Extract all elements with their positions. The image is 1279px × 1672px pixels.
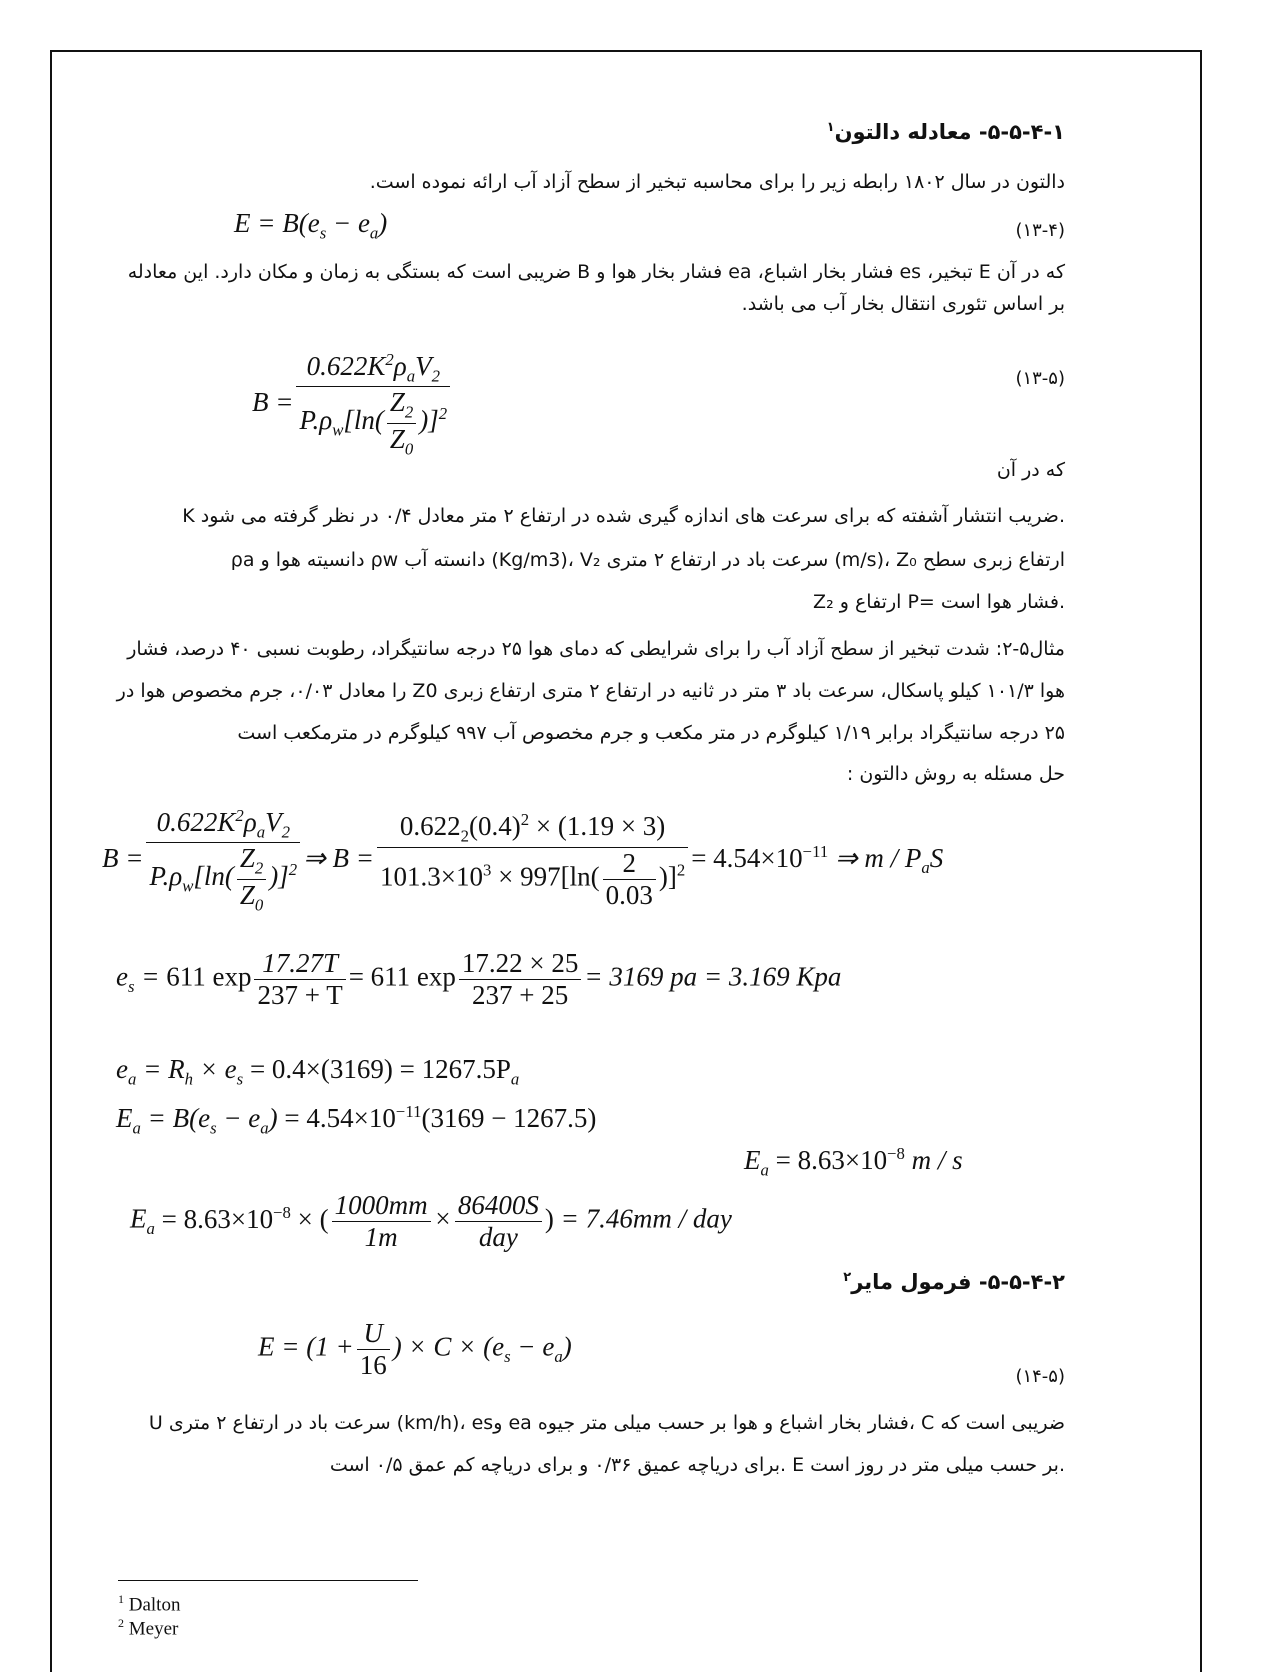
equation-ea-result: $E_a = 8.63\times 10^{-8}$ m / s [744, 1144, 963, 1180]
footnote-1: $^1$ Dalton [118, 1592, 181, 1616]
dalton-intro: دالتون در سال ۱۸۰۲ رابطه زیر را برای محاسبه تبخیر از سطح آزاد آب ارائه نموده است. [369, 171, 1065, 193]
equation-ea-daily: $E_a = 8.63\times 10^{-8}$ × ( $\frac{1000mm}{1m}$ × $\frac{86400S}{\text{day}}$ ) = 7.46mm / day [130, 1190, 732, 1252]
final-result: = 7.46mm / day [560, 1203, 732, 1234]
equation-dalton: $E = B(e_s - e_a)$ [234, 208, 388, 243]
equation-b-coefficient: B = $0.622K^2\rho_aV_2$ $P.\rho_w[\ln$( $\frac{Z_2}{Z_0}$ )]$^2$ [252, 350, 453, 459]
section-heading-dalton: ۵-۵-۴-۱- معادله دالتون$^۱$ [826, 120, 1065, 144]
equation-number-13-4: (۱۳-۴) [1015, 220, 1065, 241]
definition-k: K ضریب انتشار آشفته که برای سرعت های اندازه گیری شده در ارتفاع ۲ متر معادل ۰/۴ در نظر گرفته می شود. [182, 505, 1065, 527]
equation-number-14-5: (۱۴-۵) [1015, 1366, 1065, 1387]
footnote-2: $^2$ Meyer [118, 1616, 179, 1640]
dalton-explanation: که در آن E تبخیر، es فشار بخار اشباع، ea فشار بخار هوا و B ضریبی است که بستگی به زمان و مکان دارد. این معادله بر اساس تئوری انتقال بخار آب می باشد. [127, 261, 1065, 315]
solution-label: حل مسئله به روش دالتون : [846, 763, 1065, 785]
meyer-explanation: U سرعت باد در ارتفاع ۲ متری (km/h)، esو ea فشار بخار اشباع و هوا بر حسب میلی متر جیوه، C ضریبی است که برای دریاچه عمیق ۰/۳۶ و برای دریاچه کم عمق ۰/۵ است. E بر حسب میلی متر در روز است. [148, 1412, 1065, 1476]
equation-meyer: E = (1 + $\frac{U}{16}$ ) × $C \times (e_s - e_a)$ [258, 1318, 572, 1380]
equation-number-13-5: (۱۳-۵) [1015, 368, 1065, 389]
es-result: = 3169 pa = 3.169 Kpa [584, 961, 842, 992]
definition-z2: Z₂ ارتفاع و P= فشار هوا است. [813, 591, 1065, 613]
footnote-ref-1: ۱ [826, 120, 835, 135]
equation-ea: $e_a = R_h \times e_s = 0.4\times(3169) = 1267.5P_a$ [116, 1054, 520, 1089]
b-result: = 4.54×10 [691, 842, 803, 873]
equation-es: $e_s = 611$ exp $\frac{17.27T}{237 + T}$ = 611 exp $\frac{17.22 \times 25}{237 + 25}$ = 3169 pa = 3.169 Kpa [116, 948, 842, 1010]
section-heading-meyer: ۵-۵-۴-۲- فرمول مایر$^۲$ [843, 1270, 1065, 1294]
footnote-ref-2: ۲ [843, 1270, 852, 1285]
where-label: که در آن [996, 459, 1065, 481]
equation-b-computation: B = $0.622K^2\rho_aV_2$ $P.\rho_w[\ln$( $\frac{Z_2}{Z_0}$ )]$^2$ ⇒ B = $0.622_2(0.4)^2 \times (1.19 \times 3)$ $101.3\times 10^3 \times 997[\ln$( $\frac{2}{0.03}$ )]$^2$ = $4.54\times 10^{-11}$ ⇒ m / $P_aS$ [102, 806, 944, 915]
example-5-2: مثال۵-۲: شدت تبخیر از سطح آزاد آب را برای شرایطی که دمای هوا ۲۵ درجه سانتیگراد، رطوبت نسبی ۴۰ درصد، فشار هوا ۱۰۱/۳ کیلو پاسکال، سرعت باد ۳ متر در ثانیه در ارتفاع ۲ متری ارتفاع زبری Z0 را معادل ۰/۰۳، جرم مخصوص هوا در ۲۵ درجه سانتیگراد برابر ۱/۱۹ کیلوگرم در متر مکعب و جرم مخصوص آب ۹۹۷ کیلوگرم در مترمکعب است [116, 638, 1065, 744]
equation-evaporation-ea: $E_a = B(e_s - e_a) = 4.54\times 10^{-11}(3169 - 1267.5)$ [116, 1102, 597, 1138]
footnote-rule [118, 1580, 418, 1581]
ea-result: = 0.4×(3169) = 1267.5P [249, 1054, 511, 1084]
definition-rho: ρa دانسیته هوا و ρw دانسته آب (Kg/m3)، V₂ سرعت باد در ارتفاع ۲ متری (m/s)، Z₀ ارتفاع زبری سطح [230, 549, 1065, 571]
